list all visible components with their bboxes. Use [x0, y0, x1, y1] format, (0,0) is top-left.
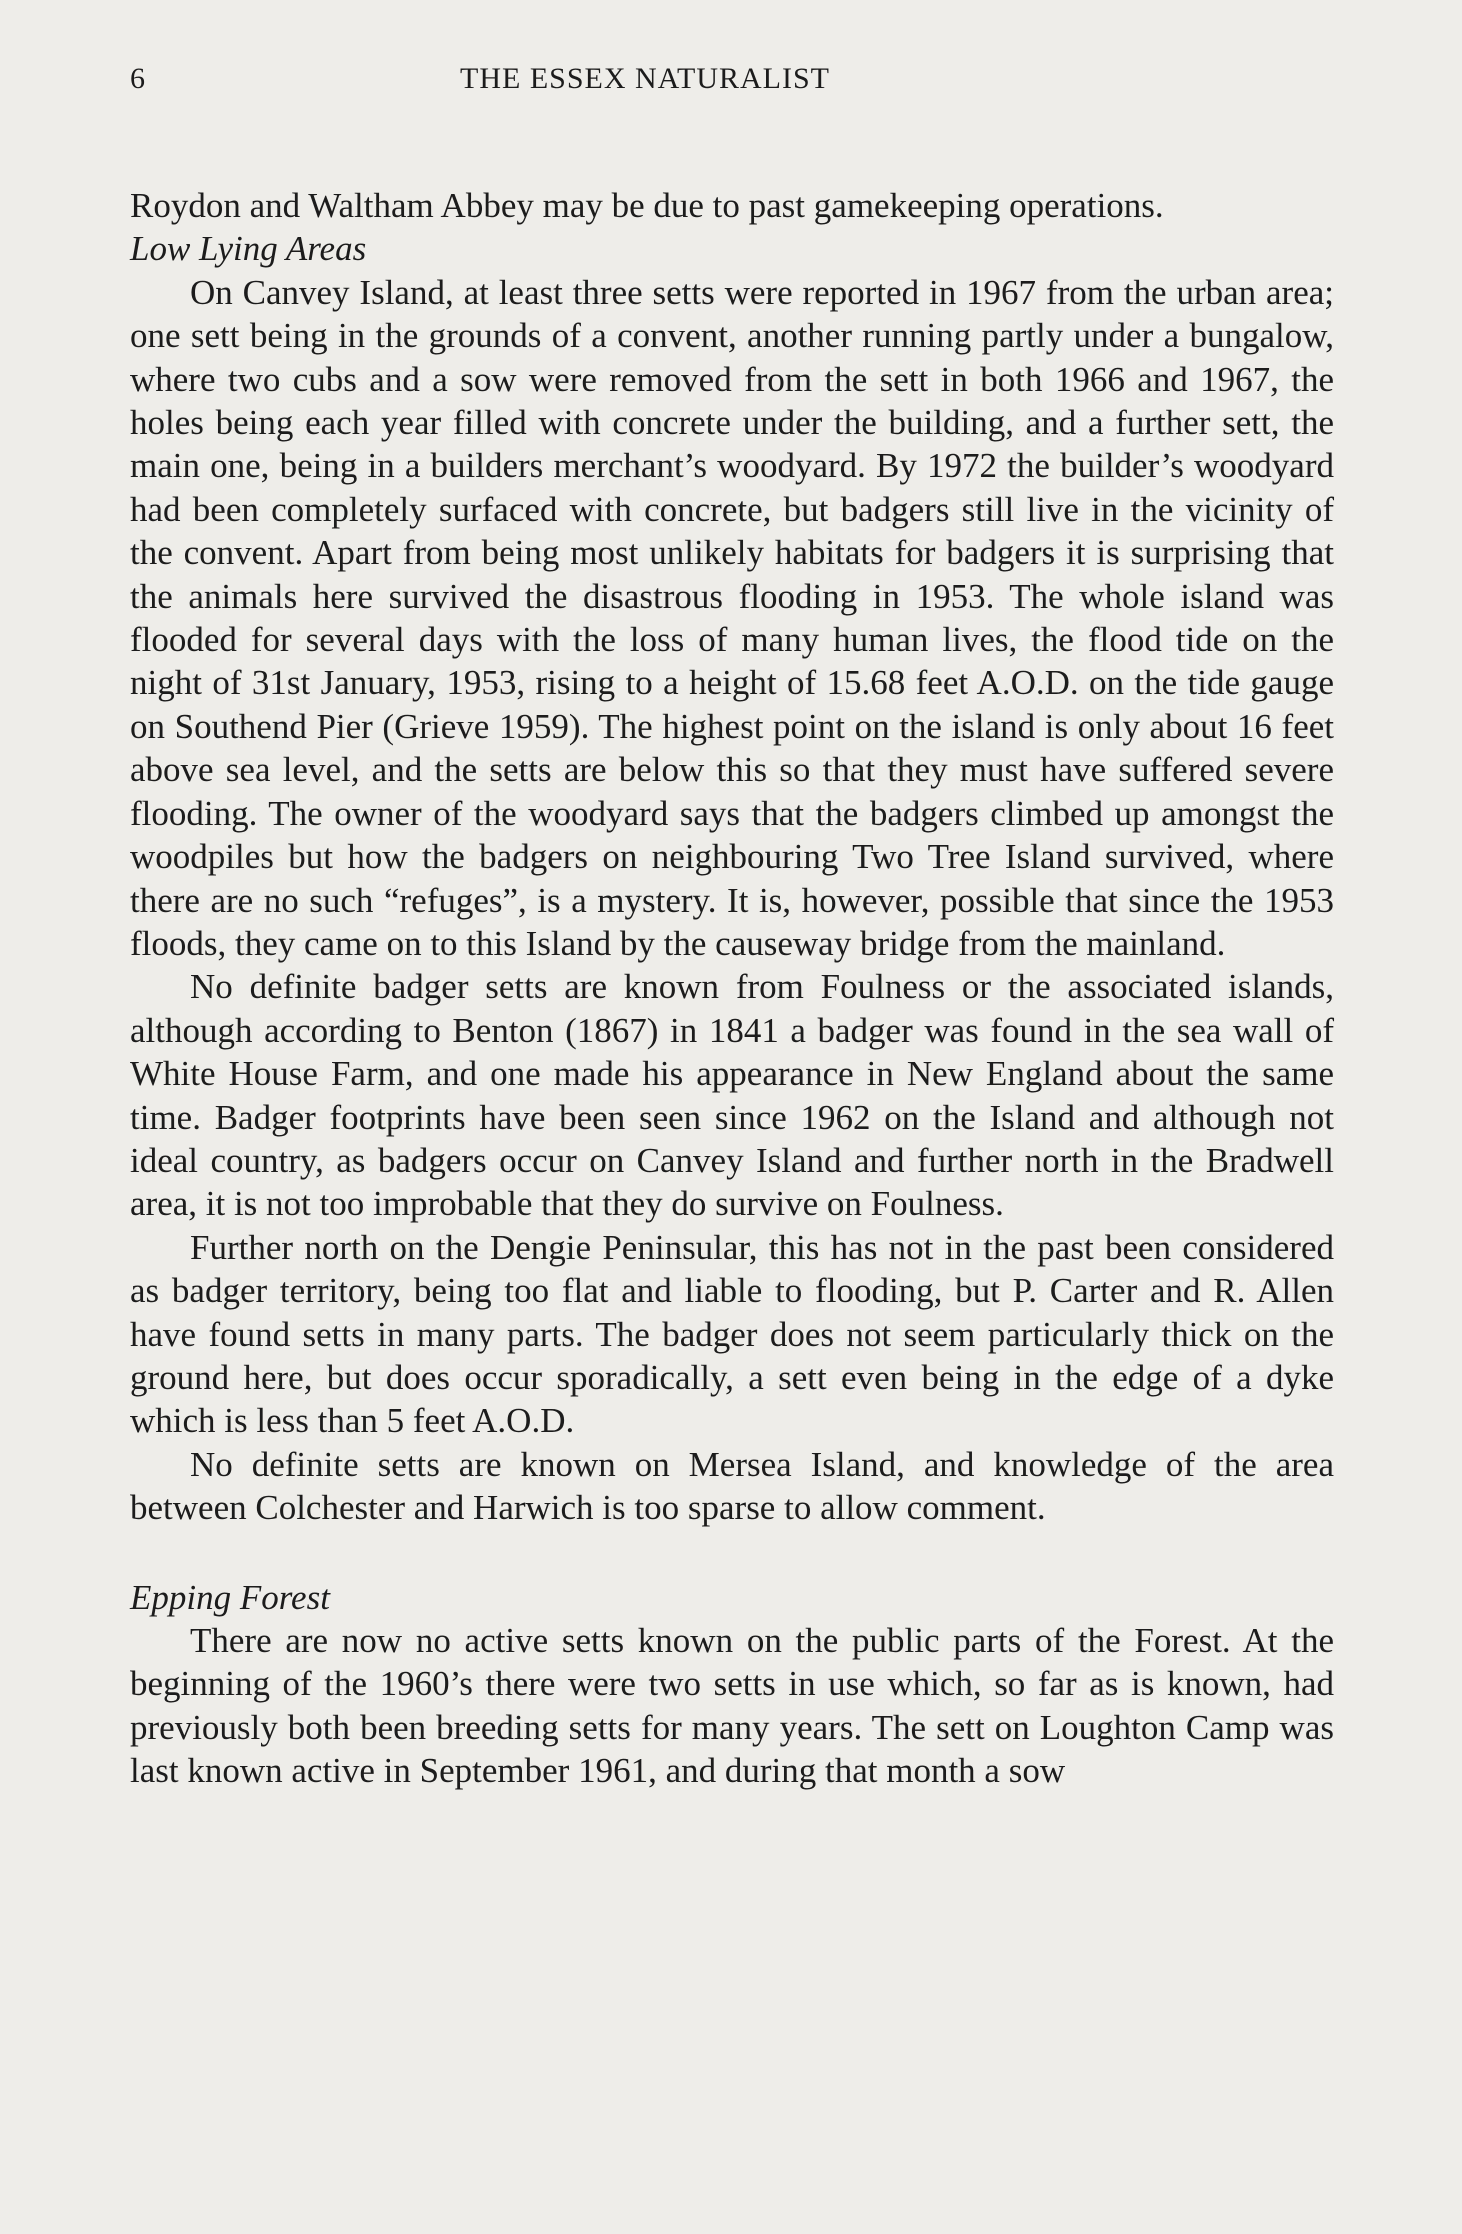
intro-paragraph: Roydon and Waltham Abbey may be due to past gamekeeping operations. — [130, 186, 1164, 225]
section-heading-epping-forest: Epping Forest — [130, 1577, 330, 1617]
running-head — [130, 52, 1334, 104]
article-body — [130, 184, 1334, 1793]
paragraph: No definite badger setts are known from Foulness or the associated islands, although according to Benton (1867) in 1841 a badger was found in the sea wall of White House Farm, and one made his appearance in New England about the same time. Badger footprints have been seen since 1962 on the Island and although not ideal country, as badgers occur on Canvey Island and further north in the Bradwell area, it is not too improbable that they do survive on Foulness. — [130, 967, 1334, 1224]
paragraph: Further north on the Dengie Peninsular, this has not in the past been considered as badger territory, being too flat and liable to flooding, but P. Carter and R. Allen have found setts in many parts. The badger does not seem particularly thick on the ground here, but does occur sporadically, a sett even being in the edge of a dyke which is less than 5 feet A.O.D. — [130, 1227, 1334, 1441]
paragraph: On Canvey Island, at least three setts were reported in 1967 from the urban area; one sett being in the grounds of a convent, another running partly under a bungalow, where two cubs and a sow were removed from the sett in both 1966 and 1967, the holes being each year filled with concrete under the building, and a further sett, the main one, being in a builders merchant’s woodyard. By 1972 the builder’s woodyard had been completely surfaced with concrete, but badgers still live in the vicinity of the convent. Apart from being most unlikely habitats for badgers it is surprising that the animals here survived the disastrous flooding in 1953. The whole island was flooded for several days with the loss of many human lives, the flood tide on the night of 31st January, 1953, rising to a height of 15.68 feet A.O.D. on the tide gauge on Southend Pier (Grieve 1959). The highest point on the island is only about 16 feet above sea level, and the setts are below this so that they must have suffered severe flooding. The owner of the woodyard says that the badgers climbed up amongst the woodpiles but how the badgers on neighbouring Two Tree Island survived, where there are no such “refuges”, is a mystery. It is, however, possible that since the 1953 floods, they came on to this Island by the causeway bridge from the mainland. — [130, 272, 1334, 963]
journal-title: THE ESSEX NATURALIST — [460, 62, 830, 95]
section-heading-low-lying-areas: Low Lying Areas — [130, 229, 367, 269]
paragraph: There are now no active setts known on the public parts of the Forest. At the beginning of the 1960’s there were two setts in use which, so far as is known, had previously both been breeding setts for many years. The sett on Loughton Camp was last known active in September 1961, and during that month a sow — [130, 1621, 1334, 1791]
page — [130, 52, 1334, 1793]
page-number: 6 — [130, 62, 146, 95]
paragraph: No definite setts are known on Mersea Island, and knowledge of the area between Colchester and Harwich is too sparse to allow comment. — [130, 1444, 1334, 1528]
